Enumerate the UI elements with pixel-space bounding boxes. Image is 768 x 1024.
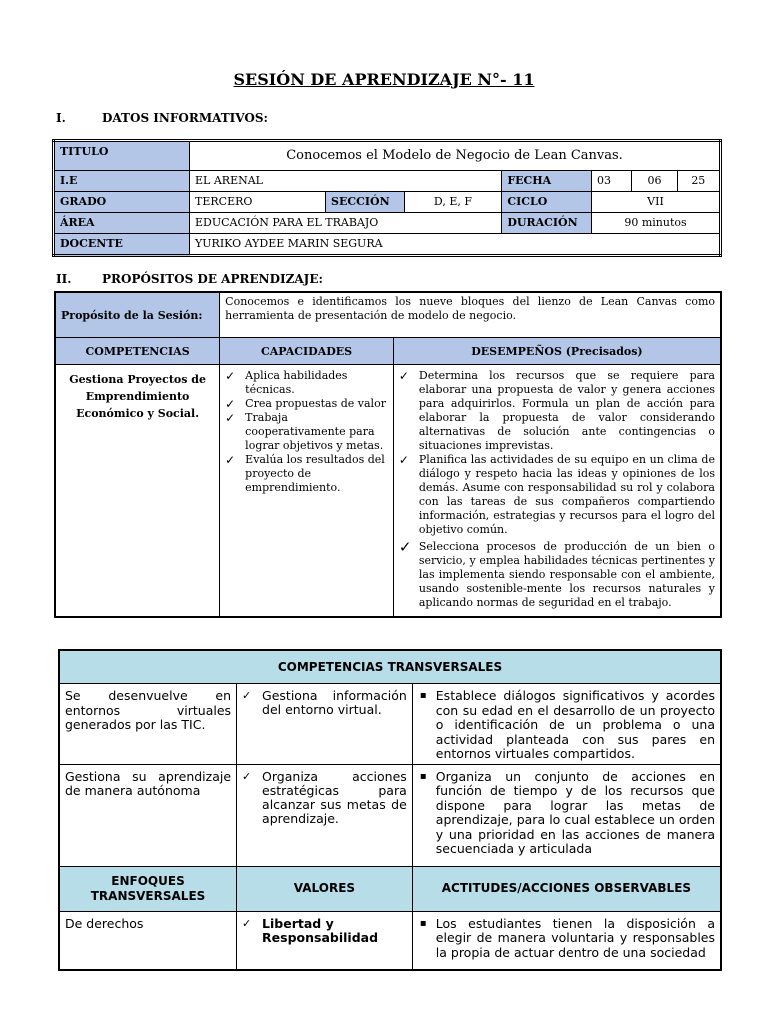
bullet-icon: ▪ <box>419 770 427 782</box>
transversal-competencia: Gestiona su aprendizaje de manera autónoma <box>59 764 237 866</box>
check-icon: ✓ <box>398 453 409 467</box>
transversales-header: COMPETENCIAS TRANSVERSALES <box>59 650 721 684</box>
docente-value: YURIKO AYDEE MARIN SEGURA <box>190 234 721 256</box>
titulo-label: TITULO <box>54 141 190 171</box>
check-icon: ✓ <box>225 397 236 411</box>
ciclo-value: VII <box>592 192 721 213</box>
valor-cell <box>237 911 413 970</box>
fecha-year: 25 <box>677 171 720 192</box>
desempenos-header: DESEMPEÑOS (Precisados) <box>393 338 721 365</box>
area-label: ÁREA <box>54 213 190 234</box>
check-icon: ✓ <box>225 411 236 425</box>
competencia-cell: Gestiona Proyectos de Emprendimiento Económico y Social. <box>55 365 220 618</box>
check-icon: ✓ <box>398 369 409 383</box>
check-icon: ✓ <box>242 689 252 702</box>
transversal-capacidad <box>237 764 413 866</box>
fecha-month: 06 <box>632 171 677 192</box>
list-item: ✓ Libertad y Responsabilidad <box>242 915 379 945</box>
check-icon: ✓ <box>225 369 236 383</box>
section-number: I. <box>56 111 66 125</box>
check-icon: ✓ <box>242 769 252 783</box>
transversal-capacidad <box>237 684 413 765</box>
transversal-desempeno <box>412 764 721 866</box>
desempenos-cell <box>393 365 721 618</box>
titulo-value: Conocemos el Modelo de Negocio de Lean Canvas. <box>190 141 721 171</box>
transversal-desempeno <box>412 684 721 765</box>
capacidades-cell <box>220 365 394 618</box>
proposito-text: Conocemos e identificamos los nueve bloques del lienzo de Lean Canvas como herramienta de presentación de modelo de negocio. <box>220 292 721 338</box>
list-item: ✓ Organiza acciones estratégicas para alcanzar sus metas de aprendizaje. <box>242 768 407 826</box>
list-item: ✓ Planifica las actividades de su equipo en un clima de diálogo y respeto hacia las ideas y opiniones de los demás. Asume con responsabilidad su rol y colabora con las tareas de sus compañeros compartiendo información, estrategias y recursos para el logro del objetivo común. <box>398 453 715 536</box>
list-item: ✓ Evalúa los resultados del proyecto de emprendimiento. <box>225 453 385 494</box>
seccion-value: D, E, F <box>404 192 502 213</box>
section-heading-propositos <box>56 272 323 286</box>
duracion-label: DURACIÓN <box>502 213 592 234</box>
fecha-day: 03 <box>592 171 632 192</box>
list-item: ✓ Trabaja cooperativamente para lograr objetivos y metas. <box>225 411 384 452</box>
valores-header: VALORES <box>237 866 413 911</box>
list-item: ✓ Gestiona información del entorno virtual. <box>242 688 407 717</box>
datos-informativos-table <box>52 139 722 257</box>
actitud-cell <box>412 911 721 970</box>
bullet-icon: ▪ <box>419 690 427 701</box>
seccion-label: SECCIÓN <box>326 192 405 213</box>
section-number: II. <box>56 272 72 286</box>
docente-label: DOCENTE <box>54 234 190 256</box>
enfoque-cell: De derechos <box>59 911 237 970</box>
grado-value: TERCERO <box>190 192 326 213</box>
check-icon: ✓ <box>398 538 412 556</box>
enfoques-header: ENFOQUES TRANSVERSALES <box>59 866 237 911</box>
bullet-icon: ▪ <box>419 917 427 929</box>
grado-label: GRADO <box>54 192 190 213</box>
ie-label: I.E <box>54 171 190 192</box>
list-item: ✓ Aplica habilidades técnicas. <box>225 369 348 396</box>
check-icon: ✓ <box>225 453 236 467</box>
ciclo-label: CICLO <box>502 192 592 213</box>
transversales-table <box>58 649 722 971</box>
competencias-header: COMPETENCIAS <box>55 338 220 365</box>
list-item: ▪ Organiza un conjunto de acciones en función de tiempo y de los recursos que dispone para lograr las metas de aprendizaje, para lo cual establece un orden y una prioridad en las acciones de manera secuenciada y articulada <box>419 768 715 856</box>
check-icon: ✓ <box>242 916 252 930</box>
list-item: ▪ Los estudiantes tienen la disposición a elegir de manera voluntaria y responsables la propia de actuar dentro de una sociedad <box>419 915 715 960</box>
list-item: ✓ Selecciona procesos de producción de un bien o servicio, y emplea habilidades técnicas pertinentes y las implementa siendo responsable con el ambiente, usando sostenible-mente los recursos naturales y aplicando normas de seguridad en el trabajo. <box>398 538 715 609</box>
section-label: DATOS INFORMATIVOS: <box>102 111 268 125</box>
area-value: EDUCACIÓN PARA EL TRABAJO <box>190 213 502 234</box>
capacidades-header: CAPACIDADES <box>220 338 394 365</box>
list-item: ✓ Determina los recursos que se requiere para elaborar una propuesta de valor y genera acciones para adquirirlos. Formula un plan de acción para elaborar la propuesta de valor considerando alternativas de solución ante contingencias o situaciones imprevistas. <box>398 369 715 452</box>
capacidades-list <box>225 369 388 495</box>
fecha-label: FECHA <box>502 171 592 192</box>
duracion-value: 90 minutos <box>592 213 721 234</box>
actitudes-header: ACTITUDES/ACCIONES OBSERVABLES <box>412 866 721 911</box>
section-heading-datos <box>56 111 268 125</box>
proposito-label: Propósito de la Sesión: <box>55 292 220 338</box>
ie-value: EL ARENAL <box>190 171 502 192</box>
desempenos-list <box>399 369 715 610</box>
section-label: PROPÓSITOS DE APRENDIZAJE: <box>102 272 323 286</box>
list-item: ▪ Establece diálogos significativos y acordes con su edad en el desarrollo de un proyecto o identificación de un problema o una actividad planteada con sus pares en entornos virtuales compartidos. <box>419 688 715 761</box>
transversal-competencia: Se desenvuelve en entornos virtuales generados por las TIC. <box>59 684 237 765</box>
propositos-table <box>54 291 722 618</box>
list-item: ✓ Crea propuestas de valor <box>225 397 386 411</box>
page-title: SESIÓN DE APRENDIZAJE N°- 11 <box>233 70 535 89</box>
